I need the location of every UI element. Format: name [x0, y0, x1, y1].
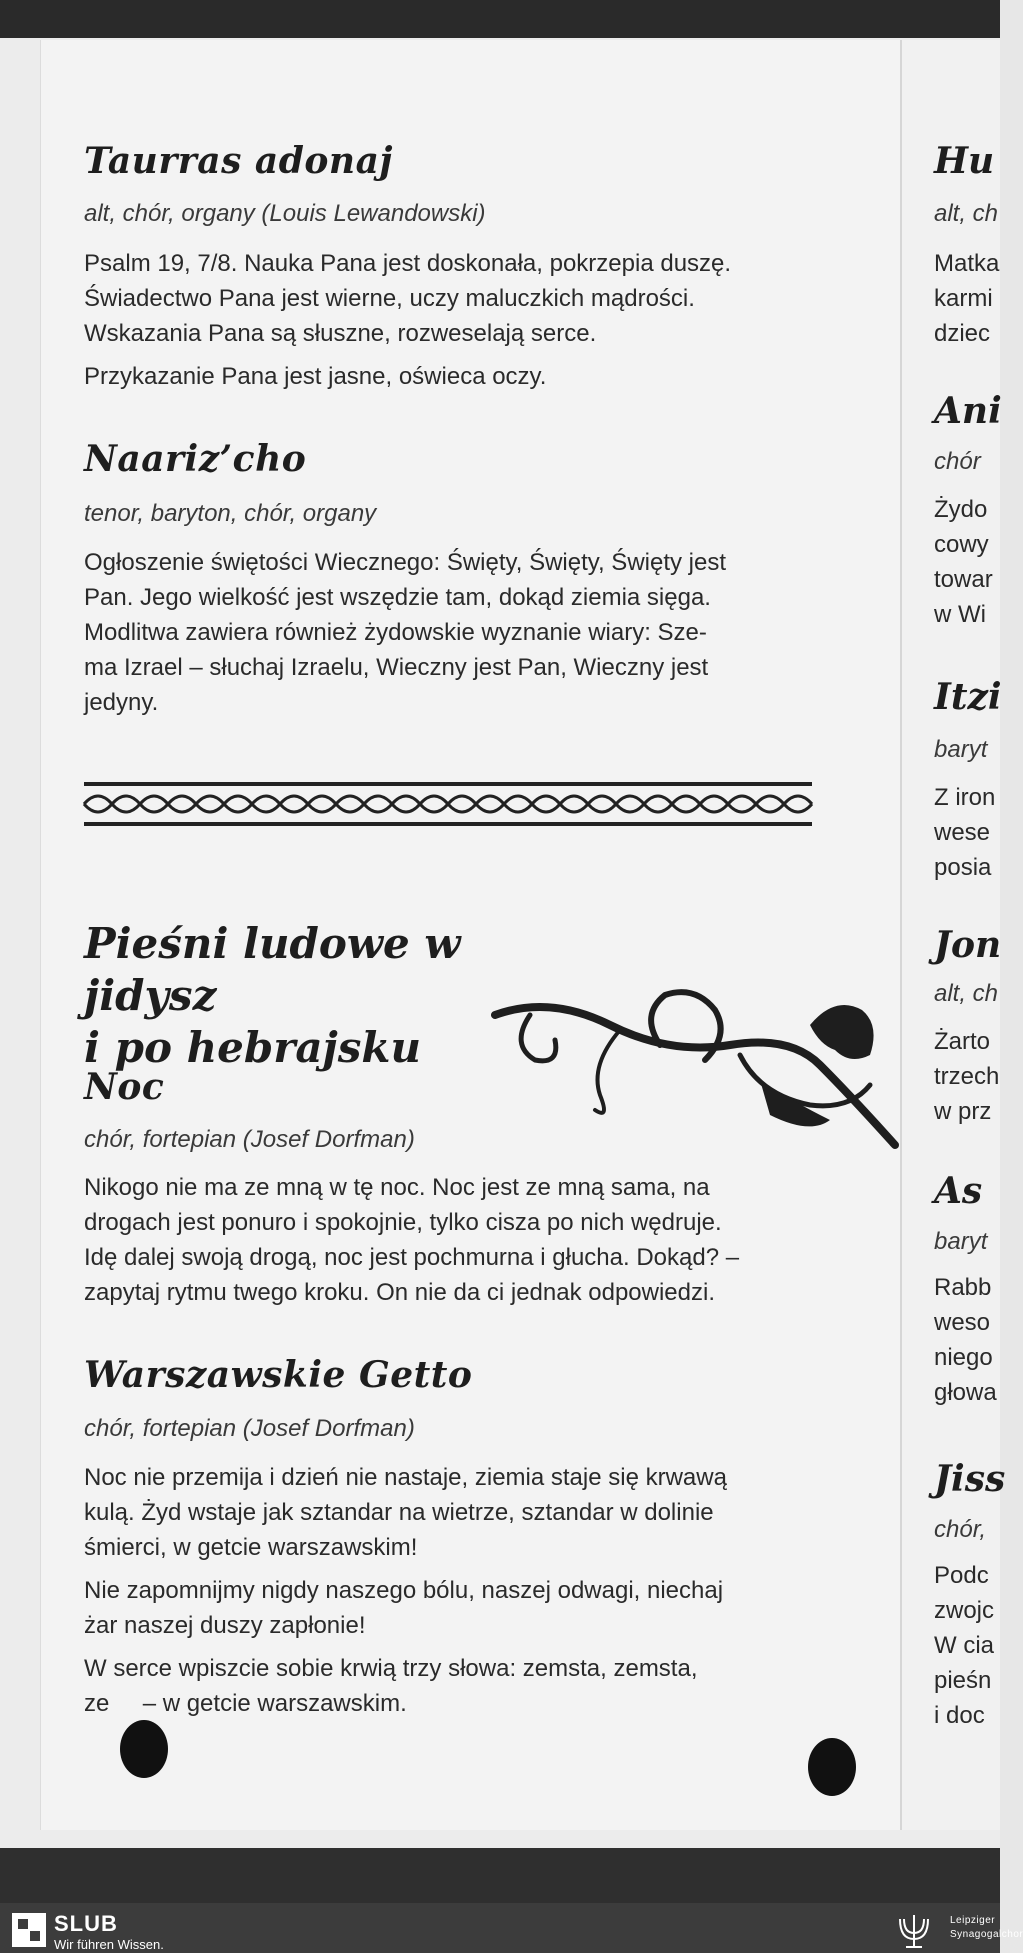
punch-hole	[808, 1738, 856, 1796]
text-line: śmierci, w getcie warszawskim!	[84, 1534, 418, 1561]
text-line: żar naszej duszy zapłonie!	[84, 1612, 366, 1639]
text-line: drogach jest ponuro i spokojnie, tylko cisza po nich wędruje.	[84, 1209, 722, 1236]
text-line: Wskazania Pana są słuszne, rozweselają serce.	[84, 320, 597, 347]
text-line: weso	[934, 1309, 991, 1336]
text-line: jedyny.	[84, 689, 159, 716]
text-line: Nikogo nie ma ze mną w tę noc. Noc jest ze mną sama, na	[84, 1174, 710, 1201]
song-title: Warszawskie Getto	[84, 1354, 473, 1396]
right-song-credits: baryt	[934, 736, 988, 763]
right-song-description	[934, 1270, 997, 1410]
slub-logo-name: SLUB	[54, 1911, 118, 1936]
text-line: kulą. Żyd wstaje jak sztandar na wietrze, sztandar w dolinie	[84, 1499, 714, 1526]
right-song-credits: alt, ch	[934, 980, 999, 1007]
text-line: w Wi	[934, 601, 986, 628]
right-song-description	[934, 1558, 994, 1733]
right-song-credits: chór	[934, 448, 981, 475]
right-song-title: Ani	[934, 390, 1002, 432]
text-line: W serce wpiszcie sobie krwią trzy słowa: zemsta, zemsta,	[84, 1655, 698, 1682]
text-line: i doc	[934, 1702, 985, 1729]
text-line: Modlitwa zawiera również żydowskie wyznanie wiary: Sze-	[84, 619, 707, 646]
punch-hole	[120, 1720, 168, 1778]
text-line: zwojc	[934, 1597, 995, 1624]
right-song-description	[934, 1024, 999, 1129]
text-line: trzech	[934, 1063, 1000, 1090]
partner-name-line: Leipziger	[950, 1915, 996, 1926]
song-description	[84, 1460, 844, 1721]
section-heading-line: i po hebrajsku	[84, 1023, 422, 1072]
text-line: zapytaj rytmu twego kroku. On nie da ci jednak odpowiedzi.	[84, 1279, 715, 1306]
decorative-border-ornament	[84, 780, 812, 828]
song-credits: alt, chór, organy (Louis Lewandowski)	[84, 200, 486, 227]
text-line: cowy	[934, 531, 989, 558]
text-line: Z iron	[934, 784, 996, 811]
song-description	[84, 545, 844, 720]
footer-bar	[0, 1903, 1023, 1953]
right-song-title: As	[934, 1170, 983, 1212]
text-line: karmi	[934, 285, 993, 312]
text-line: posia	[934, 854, 992, 881]
text-line: Żydo	[934, 496, 988, 523]
text-line: W cia	[934, 1632, 994, 1659]
text-line: pieśn	[934, 1667, 992, 1694]
text-line: głowa	[934, 1379, 997, 1406]
text-line: w prz	[934, 1098, 992, 1125]
right-song-credits: baryt	[934, 1228, 988, 1255]
text-line: Matka	[934, 250, 1000, 277]
song-credits: chór, fortepian (Josef Dorfman)	[84, 1415, 415, 1442]
text-line: wese	[934, 819, 991, 846]
slub-logo-icon	[12, 1913, 46, 1947]
song-title: Taurras adonaj	[84, 140, 393, 182]
right-song-description	[934, 780, 995, 885]
text-line: Idę dalej swoją drogą, noc jest pochmurna i głucha. Dokąd? –	[84, 1244, 740, 1271]
song-description	[84, 246, 844, 394]
right-song-description	[934, 246, 999, 351]
text-line: Podc	[934, 1562, 989, 1589]
text-line: ma Izrael – słuchaj Izraelu, Wieczny jest Pan, Wieczny jest	[84, 654, 709, 681]
text-line: Przykazanie Pana jest jasne, oświeca oczy.	[84, 363, 547, 390]
song-description	[84, 1170, 844, 1310]
scan-top-border	[0, 0, 1000, 38]
right-song-description	[934, 492, 993, 632]
decorative-branch-illustration	[490, 985, 900, 1165]
partner-name-line: Synagogalchor	[950, 1929, 1023, 1940]
text-line: ze – w getcie warszawskim.	[84, 1690, 407, 1717]
song-title: Noc	[84, 1066, 165, 1108]
text-line: Rabb	[934, 1274, 992, 1301]
scan-bottom-border	[0, 1848, 1000, 1903]
song-title: Naariz’cho	[84, 438, 307, 480]
text-line: Żarto	[934, 1028, 991, 1055]
right-song-title: Jon	[934, 924, 1002, 966]
text-line: Ogłoszenie świętości Wiecznego: Święty, Święty, Święty jest	[84, 549, 727, 576]
slub-logo-tagline: Wir führen Wissen.	[54, 1937, 164, 1952]
text-line: Nie zapomnijmy nigdy naszego bólu, naszej odwagi, niechaj	[84, 1577, 724, 1604]
text-line: Noc nie przemija i dzień nie nastaje, ziemia staje się krwawą	[84, 1464, 727, 1491]
right-song-title: Itzi	[934, 676, 1002, 718]
song-credits: chór, fortepian (Josef Dorfman)	[84, 1126, 415, 1153]
right-song-credits: alt, ch	[934, 200, 999, 227]
text-line: Pan. Jego wielkość jest wszędzie tam, dokąd ziemia sięga.	[84, 584, 711, 611]
text-line: Świadectwo Pana jest wierne, uczy maluczkich mądrości.	[84, 285, 695, 312]
right-song-title: Jiss	[934, 1458, 1006, 1500]
text-line: towar	[934, 566, 993, 593]
text-line: dziec	[934, 320, 991, 347]
text-line: niego	[934, 1344, 993, 1371]
song-credits: tenor, baryton, chór, organy	[84, 500, 377, 527]
text-line: Psalm 19, 7/8. Nauka Pana jest doskonała, pokrzepia duszę.	[84, 250, 732, 277]
right-song-title: Hu	[934, 140, 995, 182]
right-song-credits: chór,	[934, 1516, 987, 1543]
section-heading-line: Pieśni ludowe w jidysz	[84, 919, 461, 1020]
